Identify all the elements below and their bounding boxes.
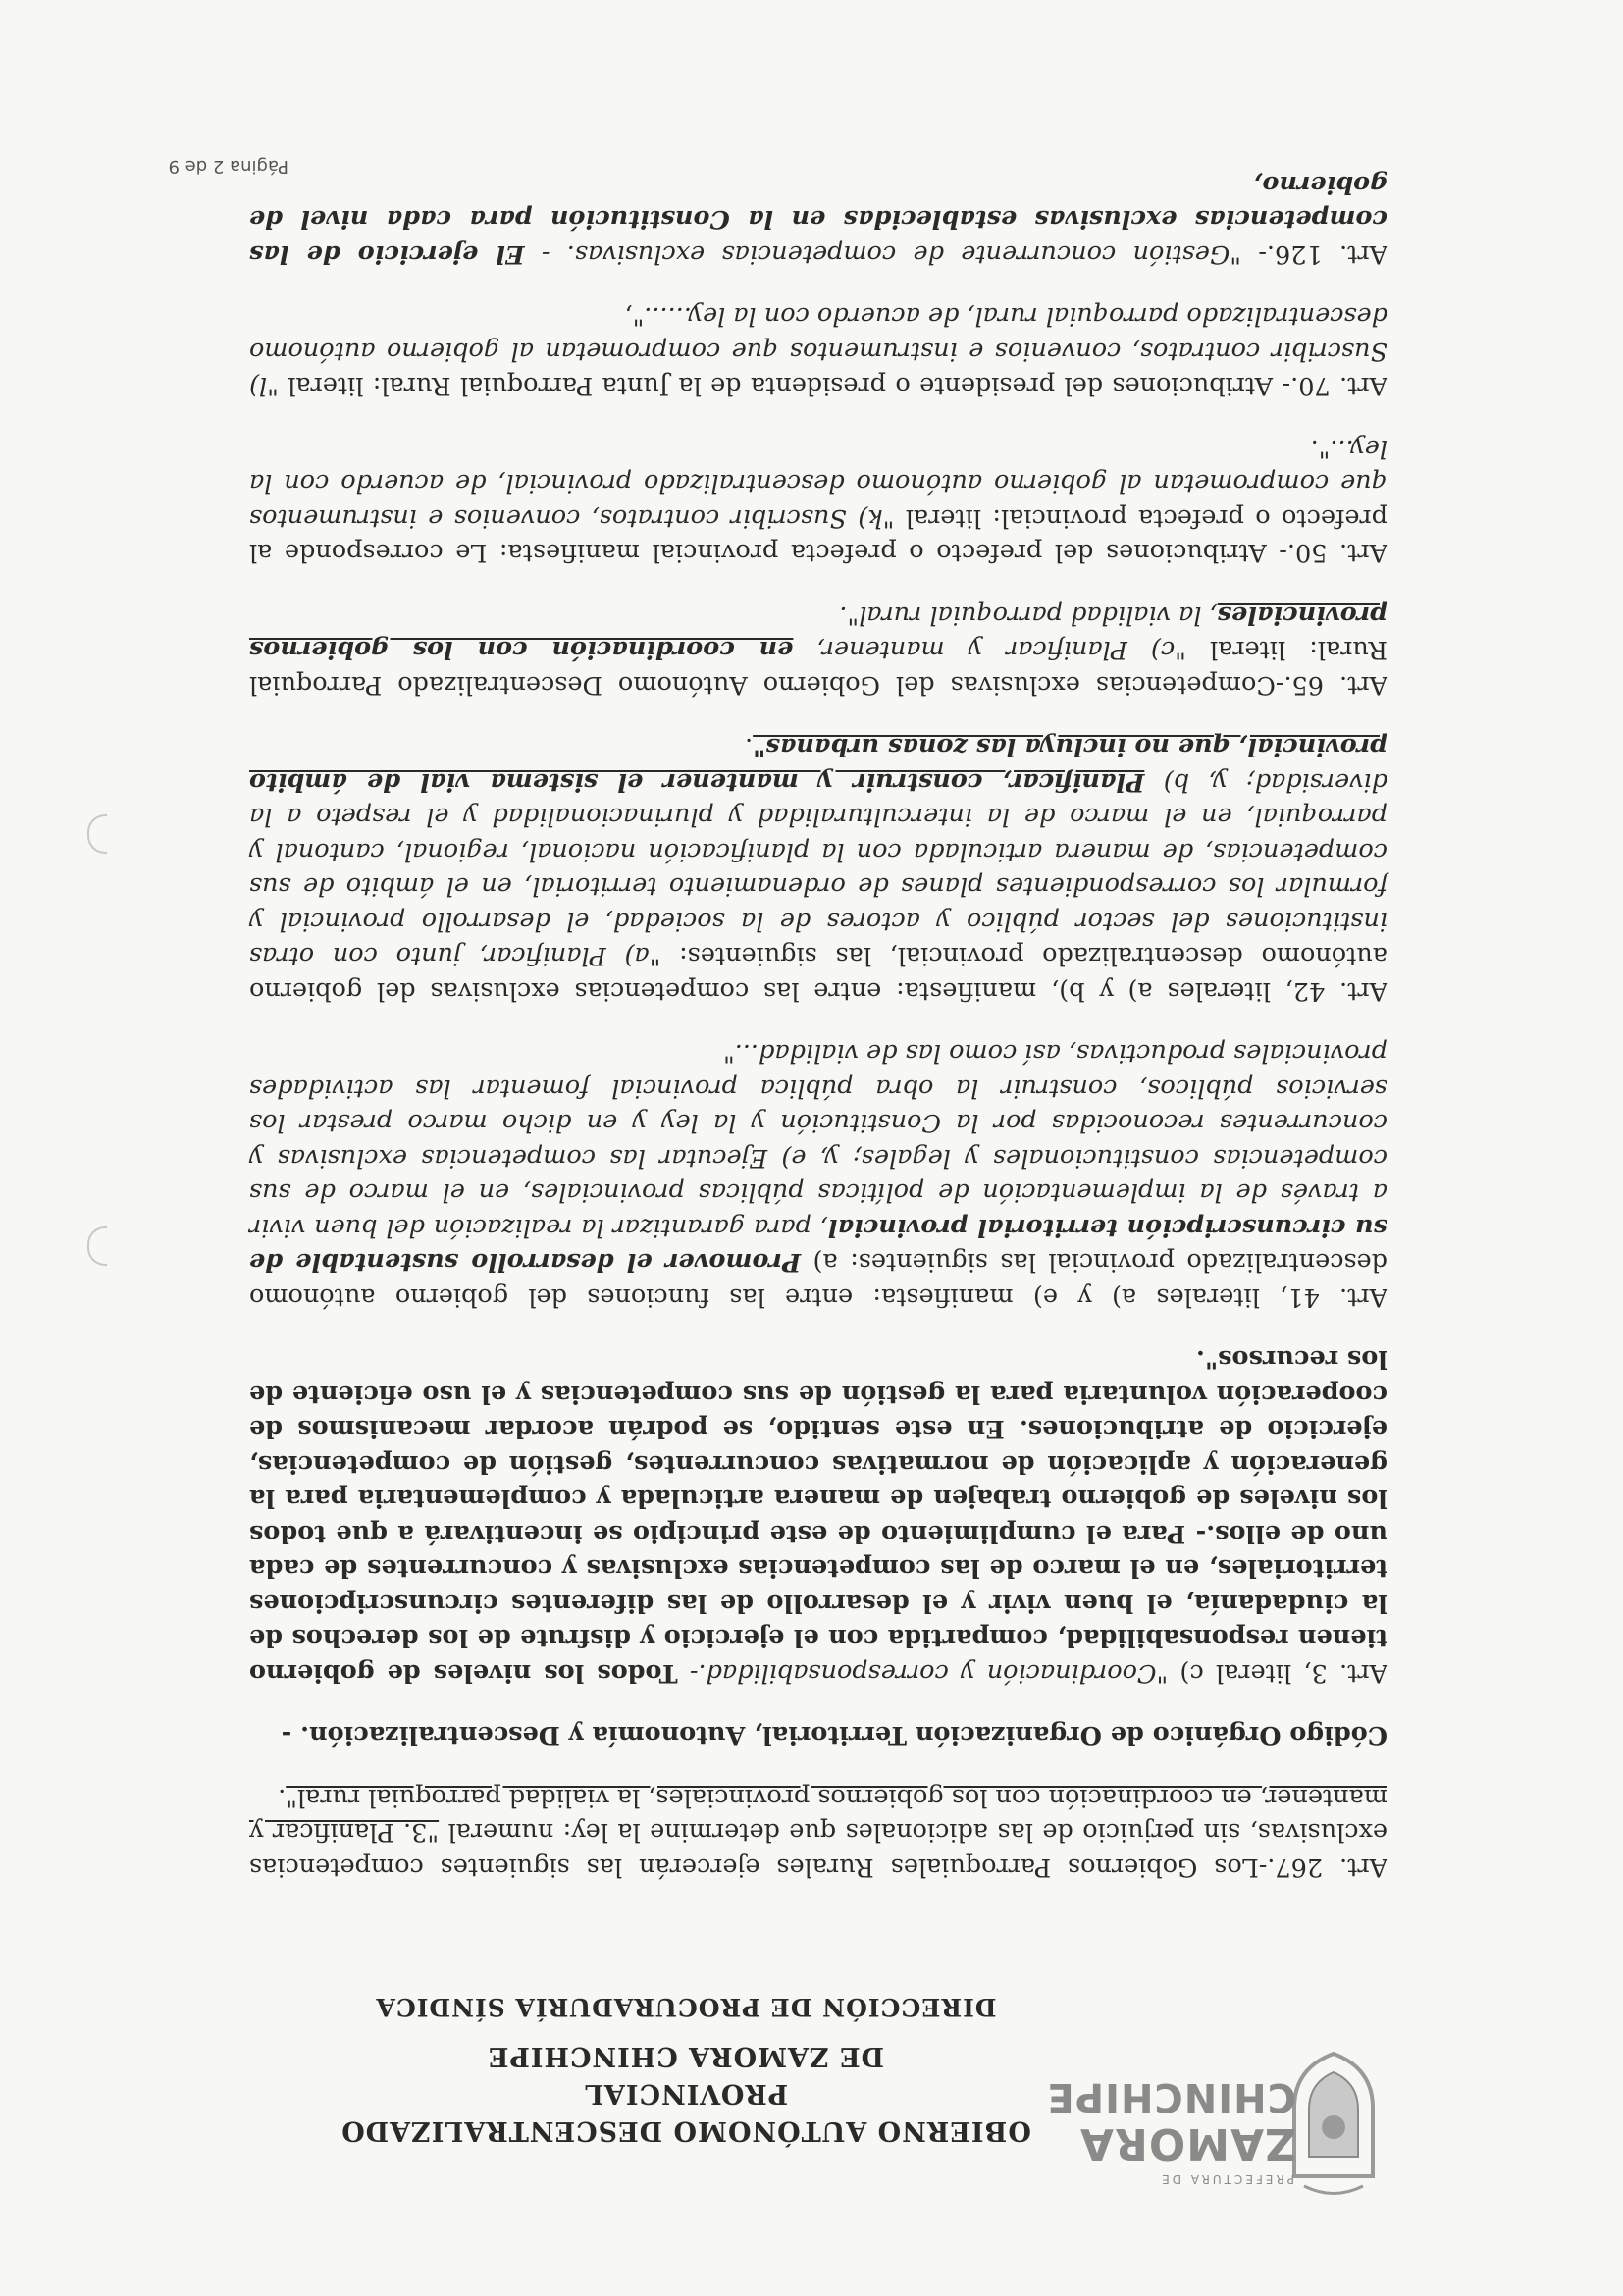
text: . [278,1783,287,1812]
logo-text-top: PREFECTURA DE [1159,2172,1294,2186]
italic-text: , para garantizar la realización del buen vivir a través de la implementación de políticas públicas provinciales, en el marco de sus competencias constitucionales y legales; y, e) Ejecutar las competencias exclusivas y concurrentes reconocidas por la Constitución y la ley y en dicho marco prestar los servicios públicos, construir la obra pública provincial fomentar las actividades provinciales productivas, así como las de vialidad..." [249,1038,1387,1242]
italic-text: "l) Suscribir contratos, convenios e instrumentos que comprometan al gobierno autónomo descentralizado parroquial rural, de acuerdo con la ley......" [249,301,1387,401]
bold-underlined-text: Planificar, construir y mantener el sistema vial de ámbito provincial, que no incluya las zonas urbanas" [249,732,1387,797]
binder-hole [87,1226,107,1266]
italic-text: "Gestión concurrente de competencias exclusivas. - [524,239,1242,269]
section-heading: Código Orgánico de Organización Territorial, Autonomía y Descentralización. - [281,1720,1387,1750]
paragraph-art-70 [249,298,1387,403]
page-number: Página 2 de 9 [168,156,288,177]
paragraph-art-50 [249,431,1387,570]
bold-text: Todos los niveles de gobierno tienen responsabilidad, compartida con el ejercicio y disfrute de los derechos de la ciudadanía, el buen vivir y el desarrollo de las diferentes circunscripciones territoriales, en el marco de las competencias exclusivas y concurrentes de cada uno de ellos.- Para el cumplimiento de este principio se incentivará a que todos los niveles de gobierno trabajen de manera articulada y complementaria para la generación y aplicación de normativas concurrentes, gestión de competencias, ejercicio de atribuciones. En este sentido, se podrán acordar mecanismos de cooperación voluntaria para la gestión de sus competencias y el uso eficiente de los recursos". [249,1344,1387,1688]
text: Art. 42, literales a) y b), manifiesta: entre las competencias exclusivas del gobierno autónomo descentralizado provincial, las siguientes: [249,941,1387,1006]
paragraph-art-267 [249,1780,1387,1885]
text: Art. 65.-Competencias exclusivas del Gobierno Autónomo Descentralizado Parroquial Rural: literal [249,635,1387,700]
italic-text: "a) Planificar, junto con otras instituciones del sector público y actores de la sociedad, el desarrollo provincial y formular los correspondientes planes de ordenamiento territorial, en el ámbito de sus competencias, de manera articulada con la planificación nacional, regional, cantonal y parroquial, en el marco de la interculturalidad y plurinacionalidad y el respeto a la diversidad; y, b) [249,767,1387,971]
institution-name [284,2037,1088,2149]
office-title: DIRECCIÓN DE PROCURADURÍA SÍNDICA [375,1993,997,2021]
paragraph-art-41 [249,1035,1387,1314]
paragraph-art-65 [249,598,1387,703]
text: Art. 70.- Atribuciones del presidente o presidenta de la Junta Parroquial Rural: literal [278,371,1387,401]
text: Art. 267.-Los Gobiernos Parroquiales Rurales ejercerán las siguientes competencias exclusivas, sin perjuicio de las adicionales que determine la ley: numeral [249,1817,1387,1882]
italic-text: , la vialidad parroquial rural". [839,600,1218,630]
paragraph-art-42 [249,729,1387,1008]
institution-line-2: DE ZAMORA CHINCHIPE [487,2041,885,2071]
prefecture-logo [1046,2039,1392,2206]
text: Art. 126.- [1241,239,1387,269]
binder-hole [87,814,107,854]
institution-line-1: OBIERNO AUTÓNOMO DESCENTRALIZADO PROVINCIAL [340,2078,1031,2146]
bold-italic-text: Promover el desarrollo sustentable de su circunscripción territorial provincial [249,1213,1387,1278]
italic-text: "c) Planificar y mantener, [793,635,1186,665]
text: , [624,301,633,332]
paragraph-art-3 [249,1341,1387,1690]
italic-text: "Coordinación y corresponsabilidad.- [677,1658,1169,1688]
letterhead [254,1993,1392,2206]
document-body [249,139,1387,1885]
italic-text: "k) Suscribir contratos, convenios e instrumentos que comprometan al gobierno autónomo descentralizado provincial, de acuerdo con la ley..." [249,434,1387,533]
logo-text-line2: CHINCHIPE [1046,2074,1296,2119]
text: Art. 3, literal c) [1168,1658,1387,1688]
underlined-text: "3. Planificar y mantener, en coordinación con los gobiernos provinciales, la vialidad parroquial rural" [248,1783,1387,1848]
bold-italic-text: El ejercicio de las competencias exclusivas establecidas en la Constitución para cada nivel de gobierno, [248,170,1387,269]
text: Art. 50.- Atribuciones del prefecto o prefecta provincial manifiesta: Le corresponde al prefecto o prefecta provincial: literal [249,503,1387,568]
text: Art. 41, literales a) y e) manifiesta: entre las funciones del gobierno autónomo descentralizado provincial las siguientes: a) [249,1247,1387,1312]
logo-text-line1: ZAMORA [1078,2118,1296,2168]
bold-underlined-text: en coordinación con los gobiernos provinciales [248,600,1387,665]
text: . [745,732,754,762]
text: . [1310,434,1319,463]
paragraph-art-126 [249,167,1387,272]
